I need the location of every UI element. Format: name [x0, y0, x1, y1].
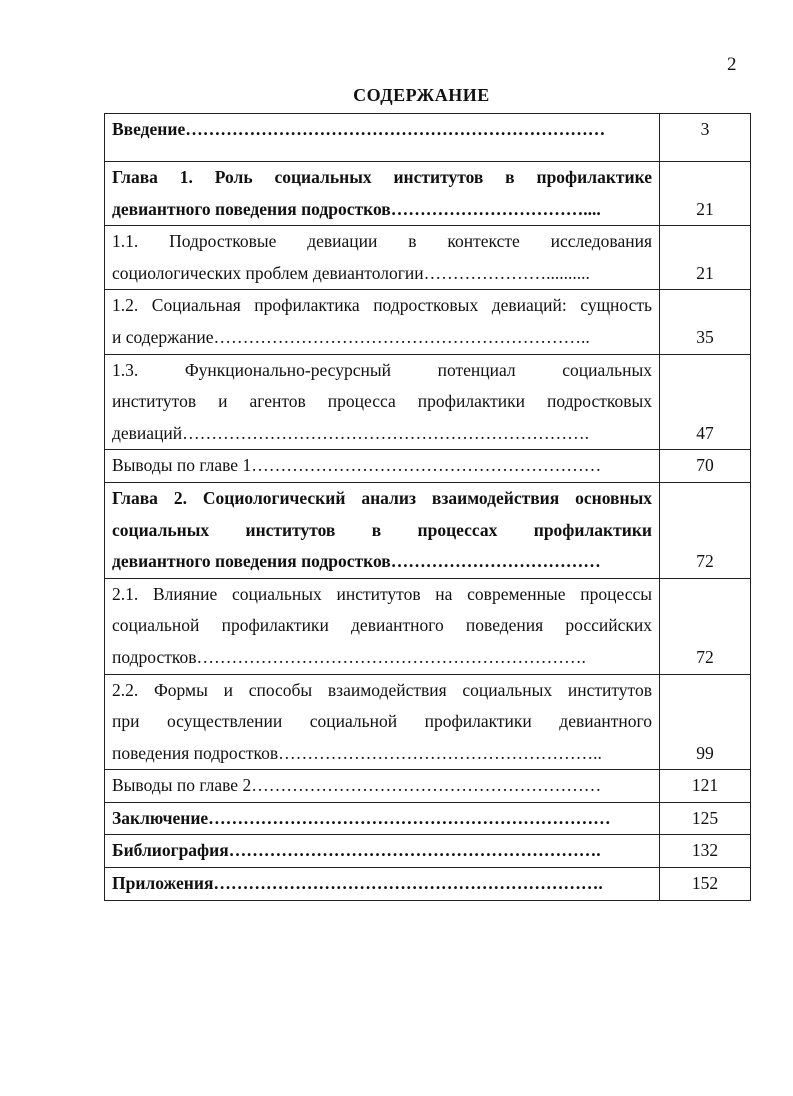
toc-row-conclusions-2[interactable] — [105, 770, 751, 803]
page-title: СОДЕРЖАНИЕ — [353, 85, 490, 105]
toc-row-appendices[interactable] — [105, 868, 751, 901]
table-of-contents — [104, 113, 751, 901]
toc-entry-line: подростков…………………………………………………………. — [112, 646, 586, 667]
toc-entry-title — [105, 290, 660, 354]
toc-entry-page: 72 — [660, 578, 751, 674]
toc-entry-line: Выводы по главе 1…………………………………………………… — [112, 455, 602, 476]
toc-entry-line: девиантного поведения подростков…………………………….... — [112, 198, 601, 219]
toc-row-section-1-2[interactable] — [105, 290, 751, 354]
toc-row-conclusions-1[interactable] — [105, 450, 751, 483]
toc-entry-line: социальной профилактики девиантного поведения российских — [112, 615, 652, 636]
toc-entry-line: социальных институтов в процессах профилактики — [112, 519, 652, 540]
toc-row-section-1-1[interactable] — [105, 226, 751, 290]
toc-entry-line: девиаций……………………………………………………………. — [112, 422, 590, 443]
toc-row-section-1-3[interactable] — [105, 354, 751, 450]
toc-entry-line: 2.2. Формы и способы взаимодействия социальных институтов — [112, 679, 652, 700]
toc-row-introduction[interactable] — [105, 114, 751, 162]
toc-row-conclusion[interactable] — [105, 802, 751, 835]
toc-entry-line: 1.2. Социальная профилактика подростковых девиаций: сущность — [112, 295, 652, 316]
toc-entry-page: 3 — [660, 114, 751, 162]
toc-entry-line: институтов и агентов процесса профилактики подростковых — [112, 391, 652, 412]
toc-entry-page: 21 — [660, 226, 751, 290]
toc-entry-title — [105, 674, 660, 770]
toc-entry-page: 121 — [660, 770, 751, 803]
toc-entry-line: поведения подростков……………………………………………….. — [112, 742, 602, 763]
toc-entry-title — [105, 114, 660, 162]
toc-entry-page: 132 — [660, 835, 751, 868]
page-number: 2 — [727, 54, 737, 75]
toc-entry-title — [105, 482, 660, 578]
toc-entry-line: Заключение…………………………………………………………… — [112, 807, 611, 828]
toc-entry-title — [105, 578, 660, 674]
toc-entry-page: 21 — [660, 162, 751, 226]
toc-entry-line: Библиография………………………………………………………. — [112, 840, 601, 861]
toc-entry-title — [105, 802, 660, 835]
toc-entry-line: 1.1. Подростковые девиации в контексте исследования — [112, 231, 652, 252]
toc-row-chapter-2[interactable] — [105, 482, 751, 578]
toc-entry-line: 2.1. Влияние социальных институтов на современные процессы — [112, 583, 652, 604]
toc-entry-page: 125 — [660, 802, 751, 835]
toc-row-section-2-2[interactable] — [105, 674, 751, 770]
toc-row-bibliography[interactable] — [105, 835, 751, 868]
toc-entry-page: 99 — [660, 674, 751, 770]
toc-entry-title — [105, 450, 660, 483]
toc-entry-line: социологических проблем девиантологии………………….......... — [112, 262, 590, 283]
toc-entry-title — [105, 835, 660, 868]
toc-entry-line: девиантного поведения подростков……………………………… — [112, 551, 601, 572]
toc-entry-title — [105, 868, 660, 901]
toc-entry-page: 70 — [660, 450, 751, 483]
toc-entry-line: 1.3. Функционально-ресурсный потенциал социальных — [112, 359, 652, 380]
toc-entry-page: 72 — [660, 482, 751, 578]
toc-entry-title — [105, 354, 660, 450]
toc-entry-line: Глава 2. Социологический анализ взаимодействия основных — [112, 487, 652, 508]
toc-entry-page: 47 — [660, 354, 751, 450]
toc-entry-title — [105, 770, 660, 803]
toc-entry-line: Введение……………………………………………………………… — [112, 119, 606, 139]
toc-row-chapter-1[interactable] — [105, 162, 751, 226]
toc-entry-line: Приложения…………………………………………………………. — [112, 873, 603, 894]
toc-entry-title — [105, 162, 660, 226]
toc-row-section-2-1[interactable] — [105, 578, 751, 674]
toc-entry-page: 35 — [660, 290, 751, 354]
toc-entry-line: Выводы по главе 2…………………………………………………… — [112, 775, 602, 796]
toc-entry-title — [105, 226, 660, 290]
toc-entry-line: и содержание……………………………………………………….. — [112, 326, 590, 347]
toc-entry-page: 152 — [660, 868, 751, 901]
toc-entry-line: при осуществлении социальной профилактики девиантного — [112, 711, 652, 732]
toc-entry-line: Глава 1. Роль социальных институтов в профилактике — [112, 167, 652, 187]
